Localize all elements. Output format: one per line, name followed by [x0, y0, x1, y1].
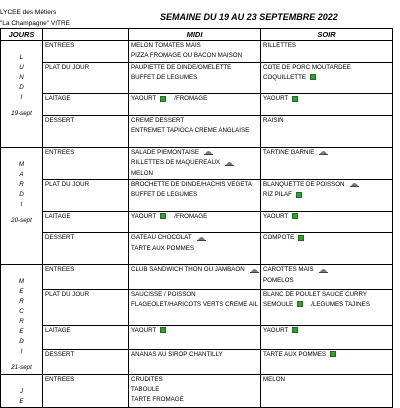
midi-cell: [129, 289, 261, 325]
green-square-icon: [292, 96, 298, 102]
category-cell: [43, 233, 129, 265]
midi-cell: [129, 116, 261, 148]
menu-row: [1, 94, 393, 116]
day-letter: R: [19, 318, 24, 326]
day-letter: E: [19, 288, 24, 296]
dish-line: [263, 116, 390, 126]
col-blank: [43, 29, 129, 41]
day-letter: R: [19, 180, 24, 188]
dish-line: [131, 326, 258, 336]
day-letter: D: [19, 190, 24, 198]
day-date: 19-sept: [11, 110, 32, 117]
dish-line: [263, 41, 390, 51]
dish-line: [263, 326, 390, 336]
dish-text: SEMOULE: [263, 300, 294, 308]
midi-cell: [129, 350, 261, 374]
day-date: 20-sept: [11, 216, 32, 224]
category-label: LAITAGE: [45, 326, 71, 334]
dish-line: [131, 41, 258, 51]
day-letter: M: [18, 160, 25, 168]
school-label: LYCEE des Métiers: [0, 9, 57, 16]
day-letter: I: [20, 200, 23, 208]
category-label: LAITAGE: [45, 95, 71, 103]
day-letter: D: [19, 84, 24, 91]
green-square-icon: [160, 213, 166, 219]
dish-text: BROCHETTE DE DINDE/HACHIS VEGETA: [131, 180, 252, 188]
dish-line: [263, 73, 390, 83]
midi-cell: [129, 325, 261, 349]
dish-text: COTE DE PORC MOUTARDEE: [263, 63, 351, 71]
day-cell: [1, 265, 43, 374]
menu-row: [1, 233, 393, 265]
dish-text: /LEGUMES TAJINES: [311, 300, 370, 308]
dish-text: YAOURT: [263, 212, 289, 220]
soir-cell: [261, 233, 393, 265]
midi-cell: [129, 147, 261, 179]
menu-row: [1, 265, 393, 289]
midi-cell: [129, 233, 261, 265]
category-label: DESSERT: [45, 117, 75, 125]
dish-line: [131, 395, 258, 405]
dish-text: POMELOS: [263, 276, 294, 284]
dish-line: [131, 73, 258, 83]
category-label: DESSERT: [45, 351, 75, 359]
dish-line: [131, 126, 258, 136]
dish-line: [131, 180, 258, 190]
menu-row: [1, 289, 393, 325]
day-letter: I: [20, 348, 23, 356]
soir-cell: [261, 94, 393, 116]
category-cell: [43, 94, 129, 116]
dish-line: [131, 233, 258, 243]
dish-line: [263, 276, 390, 286]
dish-text: COMPOTE: [263, 234, 295, 242]
day-cell: [1, 41, 43, 148]
category-cell: [43, 62, 129, 94]
day-letter: R: [19, 298, 24, 306]
dish-line: [131, 290, 258, 300]
school-name: "La Champagne" VITRE: [0, 20, 71, 27]
dish-text: BLANQUETTE DE POISSON: [263, 180, 345, 188]
dish-text: /FROMAGE: [174, 95, 208, 103]
dish-text: /FROMAGE: [174, 212, 208, 220]
col-midi: MIDI: [129, 29, 261, 41]
menu-row: [1, 116, 393, 148]
menu-title: SEMAINE DU 19 AU 23 SEPTEMBRE 2022: [160, 12, 338, 22]
menu-row: [1, 62, 393, 94]
category-label: PLAT DU JOUR: [45, 63, 90, 71]
cloche-icon: [319, 149, 328, 155]
day-letter: A: [19, 170, 24, 178]
dish-line: [263, 375, 390, 385]
dish-line: [263, 63, 390, 73]
dish-text: RILLETTES: [263, 42, 297, 49]
day-cell: [1, 374, 43, 407]
dish-line: [131, 116, 258, 126]
dish-line: [263, 265, 390, 275]
dish-text: YAOURT: [263, 326, 289, 334]
soir-cell: [261, 116, 393, 148]
col-soir: SOIR: [261, 29, 393, 41]
header-row: [1, 29, 393, 41]
dish-text: RILLETTES DE MAQUEREAUX: [131, 159, 221, 167]
menu-row: [1, 325, 393, 349]
dish-text: FLAGEOLET/HARICOTS VERTS CREME AIL: [131, 300, 259, 308]
soir-cell: [261, 265, 393, 289]
dish-text: CRUDITES: [131, 375, 163, 383]
cloche-icon: [197, 235, 206, 241]
menu-row: [1, 211, 393, 233]
dish-text: TARTE AUX POMMES: [263, 351, 327, 359]
dish-line: [131, 158, 258, 168]
dish-line: [131, 148, 258, 158]
midi-cell: [129, 374, 261, 407]
soir-cell: [261, 211, 393, 233]
soir-cell: [261, 41, 393, 63]
midi-cell: [129, 41, 261, 63]
midi-cell: [129, 94, 261, 116]
menu-row: [1, 179, 393, 211]
category-cell: [43, 211, 129, 233]
menu-row: [1, 374, 393, 407]
green-square-icon: [160, 96, 166, 102]
green-square-icon: [296, 192, 302, 198]
soir-cell: [261, 62, 393, 94]
dish-line: [131, 190, 258, 200]
dish-line: [131, 212, 258, 222]
cloche-icon: [250, 267, 259, 273]
soir-cell: [261, 179, 393, 211]
dish-line: [263, 350, 390, 360]
category-label: ENTREES: [45, 375, 75, 383]
dish-text: RAISIN: [263, 117, 284, 125]
dish-text: SALADE PIEMONTAISE: [131, 148, 199, 156]
midi-cell: [129, 265, 261, 289]
menu-row: [1, 41, 393, 63]
dish-text: MELON: [263, 375, 286, 383]
dish-text: PAUPIETTE DE DINDE/OMELETTE: [131, 63, 232, 71]
green-square-icon: [298, 235, 304, 241]
dish-text: YAOURT: [131, 212, 157, 220]
dish-text: TABOULE: [131, 385, 160, 393]
dish-line: [263, 94, 390, 104]
category-label: LAITAGE: [45, 212, 71, 220]
green-square-icon: [297, 301, 303, 307]
soir-cell: [261, 147, 393, 179]
menu-row: [1, 350, 393, 374]
dish-line: [263, 233, 390, 243]
dish-line: [263, 300, 390, 310]
dish-line: [263, 212, 390, 222]
day-letter: M: [18, 278, 25, 286]
day-letter: D: [19, 338, 24, 346]
dish-text: COQUILLETTE: [263, 73, 306, 81]
dish-line: [131, 51, 258, 61]
day-letter: N: [19, 74, 24, 81]
green-square-icon: [292, 213, 298, 219]
dish-line: [131, 94, 258, 104]
dish-line: [131, 63, 258, 73]
soir-cell: [261, 289, 393, 325]
dish-text: CAROTTES MAIS: [263, 266, 314, 274]
dish-text: YAOURT: [131, 326, 157, 334]
category-cell: [43, 374, 129, 407]
day-letter: E: [19, 328, 24, 336]
day-letter: J: [19, 387, 24, 395]
dish-line: [131, 300, 258, 310]
dish-text: MELON TOMATES MAIS: [131, 42, 201, 49]
green-square-icon: [330, 351, 336, 357]
category-label: PLAT DU JOUR: [45, 290, 90, 298]
category-label: ENTREES: [45, 266, 75, 274]
category-label: DESSERT: [45, 234, 75, 242]
category-cell: [43, 289, 129, 325]
day-letter: I: [20, 94, 23, 101]
midi-cell: [129, 179, 261, 211]
menu-row: [1, 147, 393, 179]
dish-text: YAOURT: [263, 95, 289, 103]
dish-text: GATEAU CHOCOLAT: [131, 234, 192, 242]
dish-text: YAOURT: [131, 95, 157, 103]
col-jours: JOURS: [1, 29, 43, 41]
category-cell: [43, 147, 129, 179]
day-letter: U: [19, 64, 24, 71]
dish-line: [263, 148, 390, 158]
dish-text: PIZZA FROMAGE OU BACON MAISON: [131, 52, 243, 60]
dish-text: RIZ PILAF: [263, 191, 292, 199]
day-letter: C: [19, 308, 24, 316]
dish-line: [263, 290, 390, 300]
soir-cell: [261, 374, 393, 407]
dish-line: [131, 244, 258, 254]
dish-text: ENTREMET TAPIOCA CREME ANGLAISE: [131, 127, 250, 135]
dish-text: MELON: [131, 169, 154, 177]
day-cell: [1, 147, 43, 264]
dish-text: TARTE AUX POMMES: [131, 244, 195, 252]
dish-text: CLUB SANDWICH THON OU JAMBAON: [131, 266, 245, 274]
cloche-icon: [204, 149, 213, 155]
soir-cell: [261, 325, 393, 349]
dish-text: CREME DESSERT: [131, 117, 185, 125]
midi-cell: [129, 62, 261, 94]
dish-text: TARTINE GARNIE: [263, 148, 315, 156]
day-letter: E: [19, 397, 24, 405]
dish-text: TARTE FROMAGE: [131, 396, 184, 404]
dish-text: ANANAS AU SIROP CHANTILLY: [131, 351, 223, 359]
category-label: ENTREES: [45, 42, 75, 49]
dish-line: [131, 375, 258, 385]
day-date: 21-sept: [11, 364, 32, 372]
category-label: ENTREES: [45, 148, 75, 156]
soir-cell: [261, 350, 393, 374]
midi-cell: [129, 211, 261, 233]
cloche-icon: [225, 160, 234, 166]
dish-line: [131, 169, 258, 179]
category-cell: [43, 265, 129, 289]
menu-table: [0, 28, 393, 408]
day-letter: L: [19, 54, 24, 61]
green-square-icon: [292, 327, 298, 333]
dish-text: BUFFET DE LEGUMES: [131, 191, 198, 199]
dish-line: [131, 385, 258, 395]
dish-text: BLANC DE POULET SAUCE CURRY: [263, 290, 367, 298]
category-cell: [43, 179, 129, 211]
green-square-icon: [310, 74, 316, 80]
category-cell: [43, 41, 129, 63]
category-cell: [43, 350, 129, 374]
dish-line: [131, 265, 258, 275]
category-cell: [43, 325, 129, 349]
dish-line: [263, 180, 390, 190]
dish-line: [263, 190, 390, 200]
green-square-icon: [160, 327, 166, 333]
category-cell: [43, 116, 129, 148]
cloche-icon: [350, 181, 359, 187]
dish-text: SAUCISSE / POISSON: [131, 290, 196, 298]
dish-line: [131, 350, 258, 360]
category-label: PLAT DU JOUR: [45, 180, 90, 188]
cloche-icon: [319, 267, 328, 273]
menu-sheet: [0, 28, 392, 405]
dish-text: BUFFET DE LEGUMES: [131, 73, 198, 81]
